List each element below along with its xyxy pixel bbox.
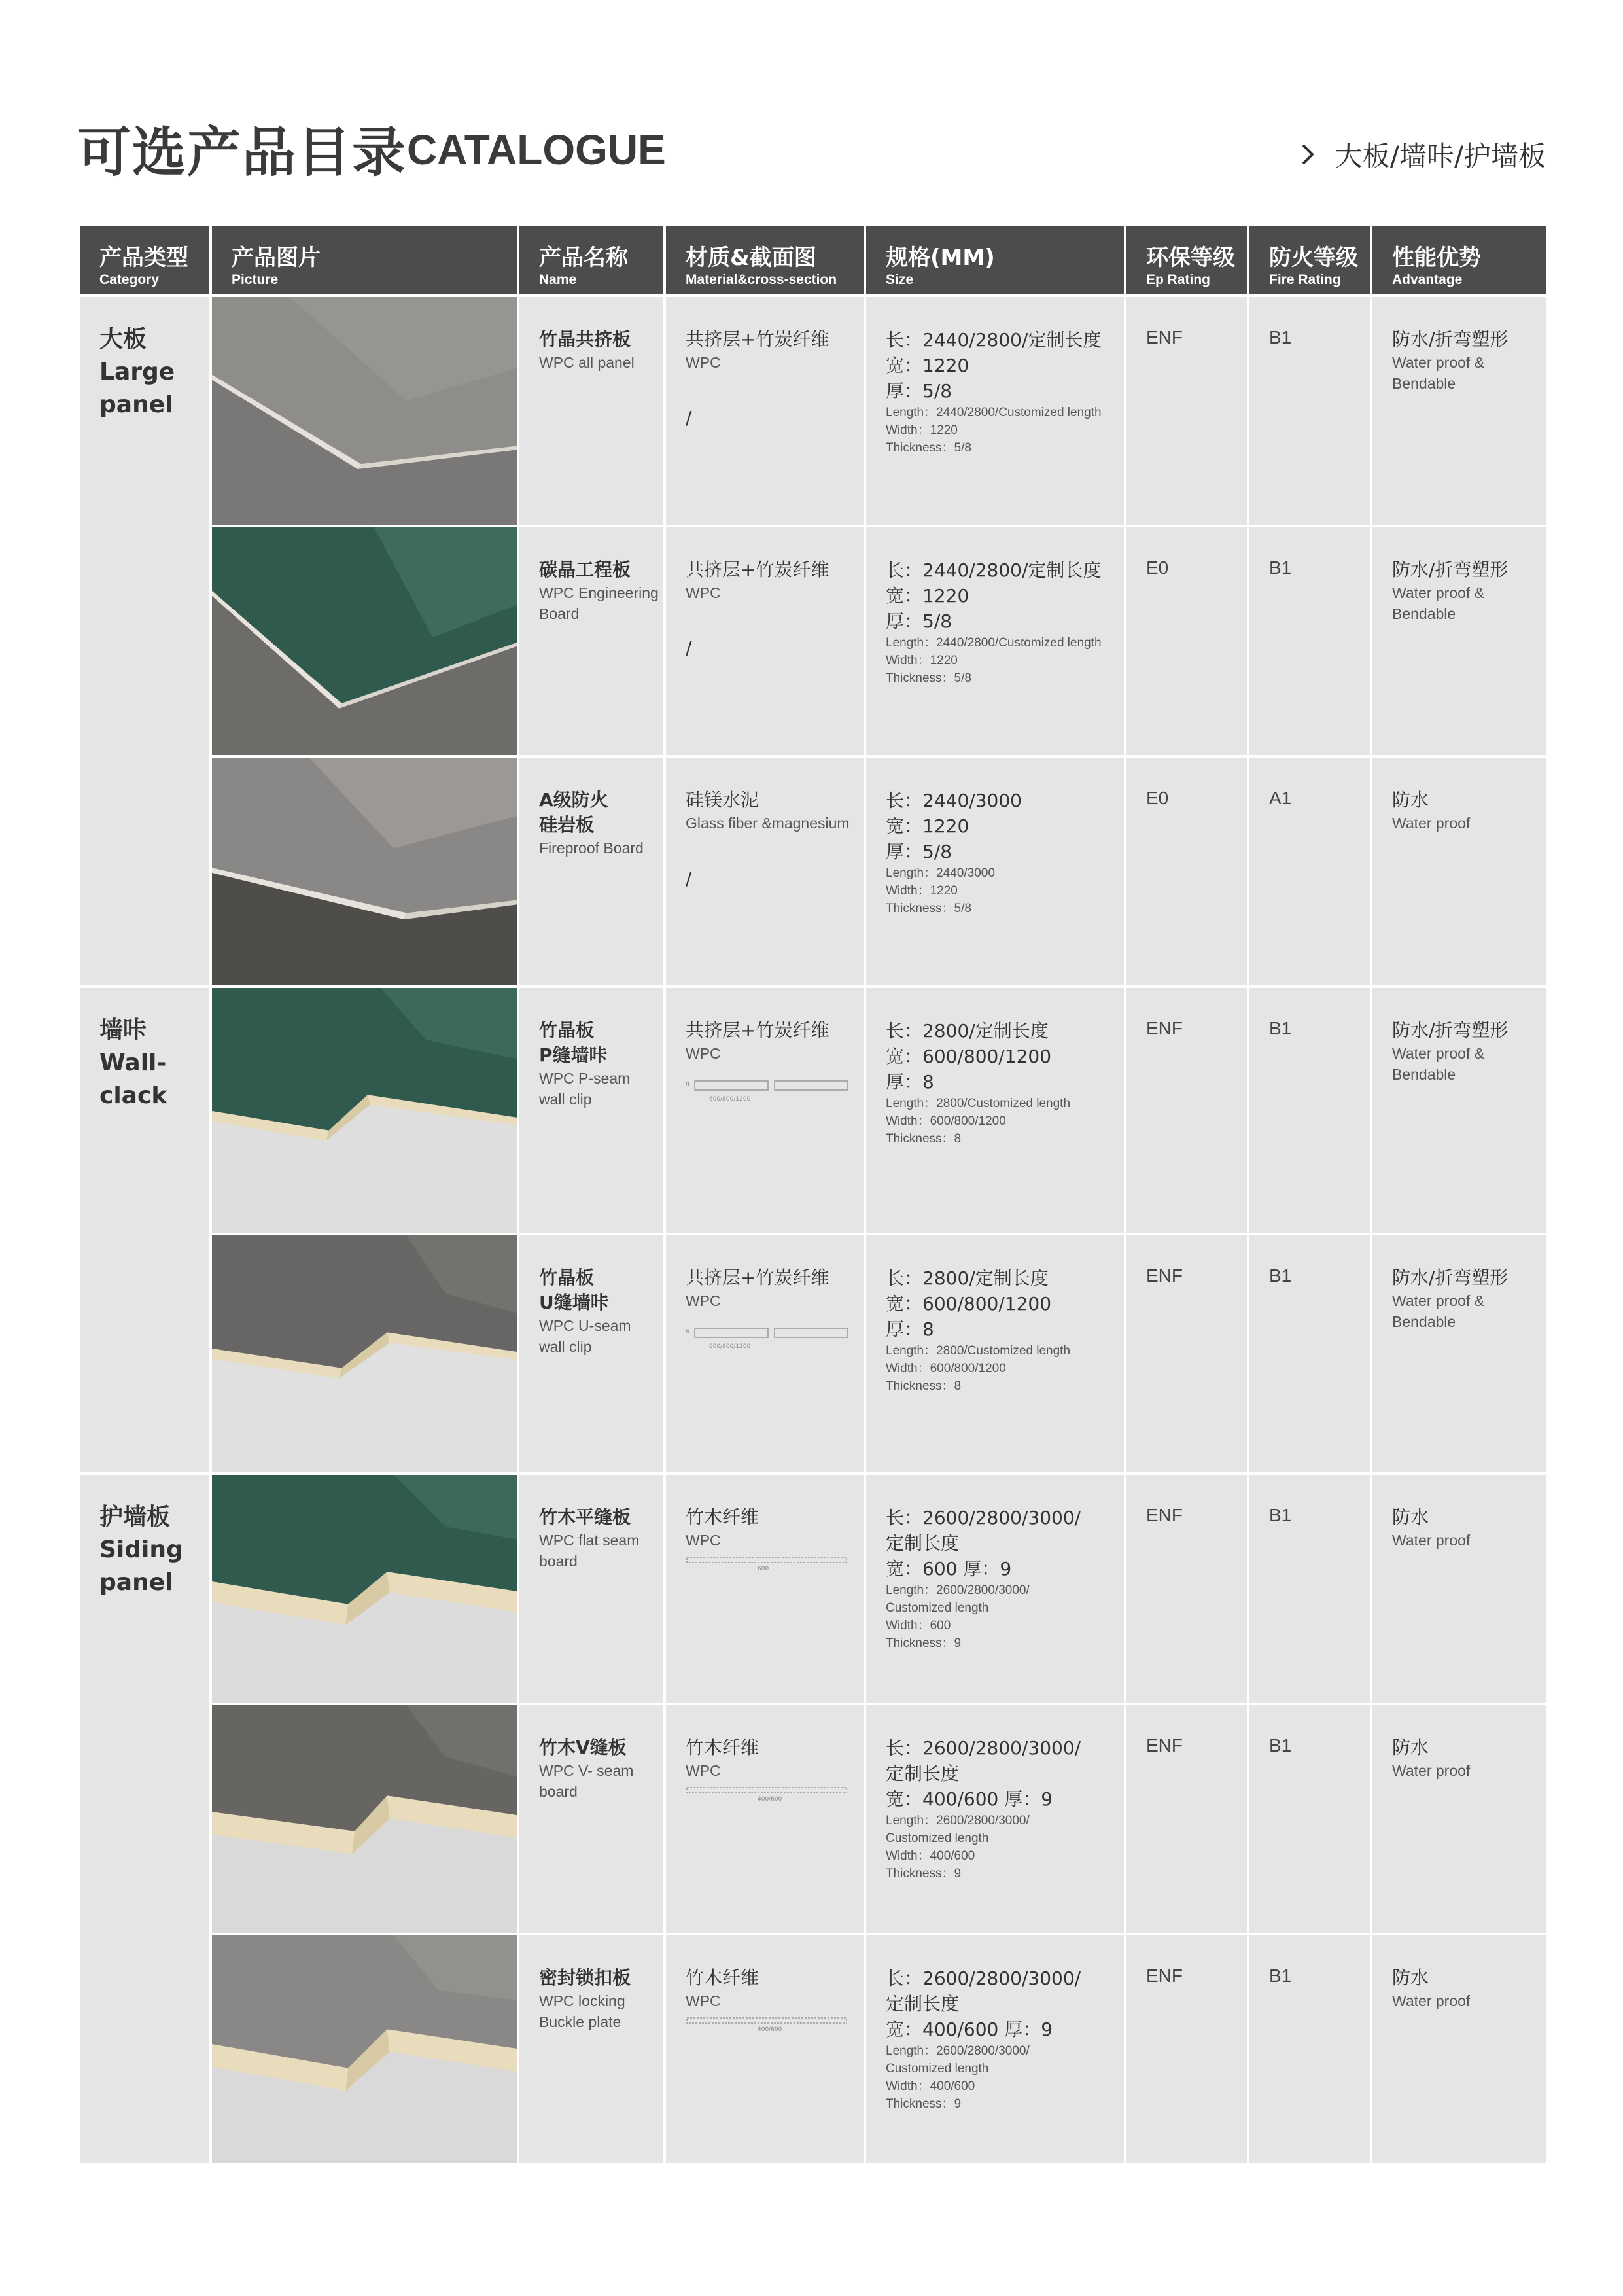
fire-rating: B1 bbox=[1248, 1934, 1371, 2164]
product-material: 共挤层+竹炭纤维 WPC 8 600/800/1200 bbox=[665, 987, 865, 1234]
product-name: A级防火 硅岩板 Fireproof Board bbox=[518, 756, 665, 987]
product-material: 竹木纤维 WPC 400/600 bbox=[665, 1704, 865, 1934]
table-row bbox=[79, 1704, 1547, 1934]
advantage: 防水/折弯塑形 Water proof & Bendable bbox=[1371, 296, 1547, 526]
col-fire-rating: 防火等级 Fire Rating bbox=[1248, 225, 1371, 296]
table-row bbox=[79, 296, 1547, 526]
table-row bbox=[79, 1934, 1547, 2164]
ep-rating: E0 bbox=[1125, 756, 1248, 987]
advantage: 防水 Water proof bbox=[1371, 1704, 1547, 1934]
product-size: 长：2800/定制长度 宽：600/800/1200 厚：8 Length：2800/Customized length Width：600/800/1200 Thickness：8 bbox=[865, 1234, 1125, 1474]
chevron-right-icon bbox=[1295, 141, 1321, 168]
product-material: 硅镁水泥 Glass fiber &magnesium / bbox=[665, 756, 865, 987]
breadcrumb-text: 大板/墙咔/护墙板 bbox=[1335, 140, 1546, 172]
product-image bbox=[211, 296, 518, 526]
product-image bbox=[211, 1474, 518, 1704]
advantage: 防水 Water proof bbox=[1371, 1474, 1547, 1704]
product-name: 竹木V缝板 WPC V- seam board bbox=[518, 1704, 665, 1934]
fire-rating: B1 bbox=[1248, 1704, 1371, 1934]
col-size: 规格(MM) Size bbox=[865, 225, 1125, 296]
table-row bbox=[79, 1234, 1547, 1474]
product-image bbox=[211, 526, 518, 756]
product-name: 竹晶板 U缝墙咔 WPC U-seam wall clip bbox=[518, 1234, 665, 1474]
fire-rating: B1 bbox=[1248, 1234, 1371, 1474]
product-image bbox=[211, 987, 518, 1234]
fire-rating: B1 bbox=[1248, 526, 1371, 756]
product-size: 长：2600/2800/3000/ 定制长度 宽：600 厚：9 Length：2600/2800/3000/ Customized length Width：600 Thickness：9 bbox=[865, 1474, 1125, 1704]
product-size: 长：2440/3000 宽：1220 厚：5/8 Length：2440/3000 Width：1220 Thickness：5/8 bbox=[865, 756, 1125, 987]
product-name: 碳晶工程板 WPC Engineering Board bbox=[518, 526, 665, 756]
product-name: 竹晶板 P缝墙咔 WPC P-seam wall clip bbox=[518, 987, 665, 1234]
ep-rating: E0 bbox=[1125, 526, 1248, 756]
product-size: 长：2800/定制长度 宽：600/800/1200 厚：8 Length：2800/Customized length Width：600/800/1200 Thickness：8 bbox=[865, 987, 1125, 1234]
ep-rating: ENF bbox=[1125, 1474, 1248, 1704]
page-title: 可选产品目录 bbox=[77, 122, 408, 184]
ep-rating: ENF bbox=[1125, 1234, 1248, 1474]
breadcrumb[interactable] bbox=[1295, 135, 1546, 174]
svg-text:8: 8 bbox=[686, 1329, 689, 1335]
table-row bbox=[79, 987, 1547, 1234]
product-material: 竹木纤维 WPC 600 bbox=[665, 1474, 865, 1704]
product-size: 长：2600/2800/3000/ 定制长度 宽：400/600 厚：9 Length：2600/2800/3000/ Customized length Width：400/600 Thickness：9 bbox=[865, 1934, 1125, 2164]
product-material: 共挤层+竹炭纤维 WPC / bbox=[665, 526, 865, 756]
ep-rating: ENF bbox=[1125, 987, 1248, 1234]
product-name: 竹晶共挤板 WPC all panel bbox=[518, 296, 665, 526]
cross-section-drawing bbox=[686, 1073, 864, 1104]
product-size: 长：2440/2800/定制长度 宽：1220 厚：5/8 Length：2440/2800/Customized length Width：1220 Thickness：5/8 bbox=[865, 526, 1125, 756]
product-name: 竹木平缝板 WPC flat seam board bbox=[518, 1474, 665, 1704]
product-size: 长：2600/2800/3000/ 定制长度 宽：400/600 厚：9 Length：2600/2800/3000/ Customized length Width：400/600 Thickness：9 bbox=[865, 1704, 1125, 1934]
product-image bbox=[211, 1704, 518, 1934]
table-row bbox=[79, 526, 1547, 756]
product-name: 密封锁扣板 WPC locking Buckle plate bbox=[518, 1934, 665, 2164]
fire-rating: B1 bbox=[1248, 1474, 1371, 1704]
product-material: 共挤层+竹炭纤维 WPC 8 600/800/1200 bbox=[665, 1234, 865, 1474]
advantage: 防水/折弯塑形 Water proof & Bendable bbox=[1371, 1234, 1547, 1474]
fire-rating: A1 bbox=[1248, 756, 1371, 987]
product-material: 竹木纤维 WPC 400/600 bbox=[665, 1934, 865, 2164]
page-title-en: CATALOGUE bbox=[407, 126, 666, 173]
product-image bbox=[211, 756, 518, 987]
advantage: 防水/折弯塑形 Water proof & Bendable bbox=[1371, 526, 1547, 756]
svg-text:600: 600 bbox=[758, 1566, 769, 1572]
table-header bbox=[79, 225, 1547, 296]
product-material: 共挤层+竹炭纤维 WPC / bbox=[665, 296, 865, 526]
col-name: 产品名称 Name bbox=[518, 225, 665, 296]
category-siding-panel: 护墙板 Siding panel bbox=[79, 1474, 211, 2164]
svg-text:8: 8 bbox=[686, 1082, 689, 1088]
cross-section-drawing bbox=[686, 1553, 864, 1573]
fire-rating: B1 bbox=[1248, 296, 1371, 526]
ep-rating: ENF bbox=[1125, 296, 1248, 526]
product-image bbox=[211, 1934, 518, 2164]
col-material: 材质&截面图 Material&cross-section bbox=[665, 225, 865, 296]
category-wall-clack: 墙咔 Wall- clack bbox=[79, 987, 211, 1474]
col-ep-rating: 环保等级 Ep Rating bbox=[1125, 225, 1248, 296]
col-picture: 产品图片 Picture bbox=[211, 225, 518, 296]
advantage: 防水 Water proof bbox=[1371, 756, 1547, 987]
cross-section-drawing bbox=[686, 2014, 864, 2034]
svg-text:600/800/1200: 600/800/1200 bbox=[709, 1096, 751, 1103]
svg-text:400/600: 400/600 bbox=[758, 1796, 782, 1803]
advantage: 防水 Water proof bbox=[1371, 1934, 1547, 2164]
product-size: 长：2440/2800/定制长度 宽：1220 厚：5/8 Length：2440/2800/Customized length Width：1220 Thickness：5/8 bbox=[865, 296, 1125, 526]
svg-text:600/800/1200: 600/800/1200 bbox=[709, 1343, 751, 1350]
cross-section-drawing bbox=[686, 1320, 864, 1352]
svg-text:400/600: 400/600 bbox=[758, 2026, 782, 2033]
ep-rating: ENF bbox=[1125, 1704, 1248, 1934]
catalogue-table bbox=[77, 224, 1548, 2166]
table-row bbox=[79, 1474, 1547, 1704]
category-large-panel: 大板 Large panel bbox=[79, 296, 211, 987]
product-image bbox=[211, 1234, 518, 1474]
col-advantage: 性能优势 Advantage bbox=[1371, 225, 1547, 296]
table-row bbox=[79, 756, 1547, 987]
ep-rating: ENF bbox=[1125, 1934, 1248, 2164]
col-category: 产品类型 Category bbox=[79, 225, 211, 296]
fire-rating: B1 bbox=[1248, 987, 1371, 1234]
advantage: 防水/折弯塑形 Water proof & Bendable bbox=[1371, 987, 1547, 1234]
cross-section-drawing bbox=[686, 1784, 864, 1803]
